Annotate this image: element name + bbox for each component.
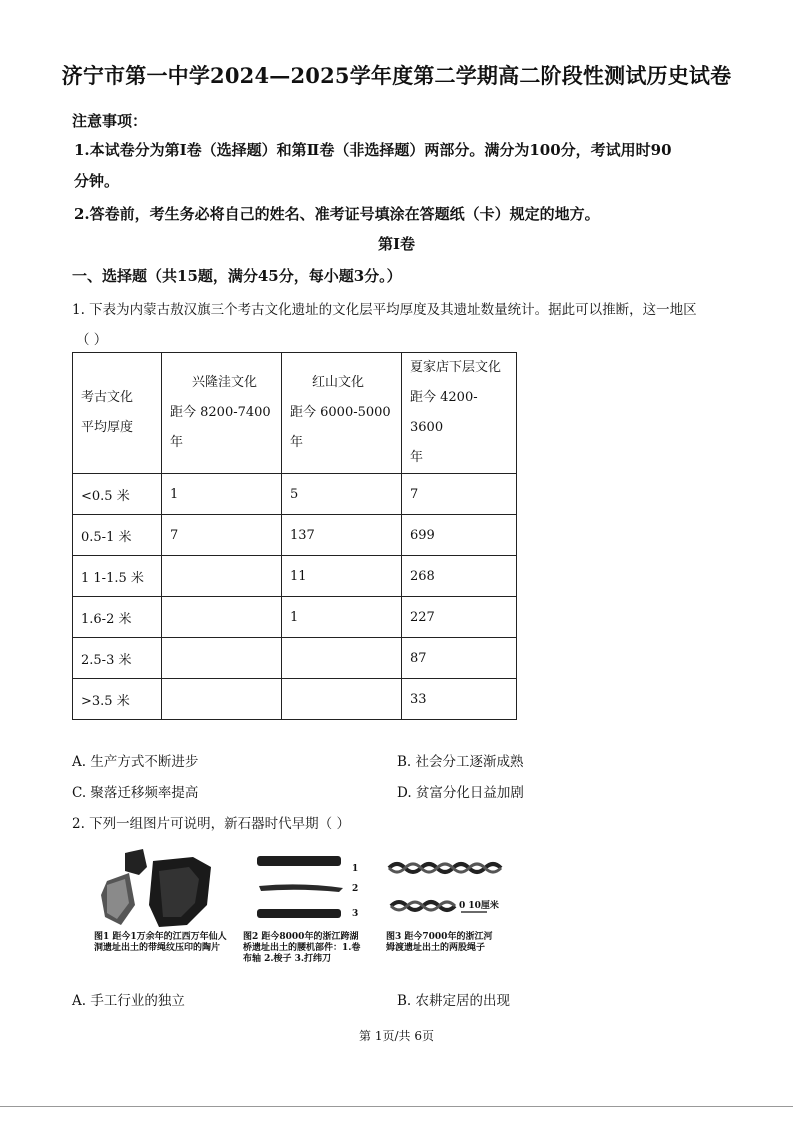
q1-option-b[interactable]: B. 社会分工逐渐成熟 [397,754,524,770]
figure-2-loom-parts [255,852,345,922]
figure-2-label-3: 3 [352,909,359,919]
loom-beater [257,909,341,918]
q1-option-d[interactable]: D. 贫富分化日益加剧 [397,785,524,801]
page-footer: 第 1页/共 6页 [359,1029,434,1043]
figure-2-label-2: 2 [352,884,359,894]
pottery-shard-small [125,849,147,875]
loom-cloth-beam [257,856,341,866]
page-bottom-divider [0,1106,793,1107]
exam-title: 济宁市第一中学2024—2025学年度第二学期高二阶段性测试历史试卷 [61,63,732,88]
table-column-xiajiadian: 夏家店下层文化 距今 4200-3600 年 [402,353,517,474]
q1-option-a[interactable]: A. 生产方式不断进步 [72,754,199,770]
figure-2-label-1: 1 [352,864,359,874]
table-column-hongshan: 红山文化 距今 6000-5000 年 [282,353,402,474]
part-title: 第Ⅰ卷 [377,235,416,253]
figure-3-caption: 图3 距今7000年的浙江河姆渡遗址出土的两股绳子 [386,932,493,953]
q2-option-b[interactable]: B. 农耕定居的出现 [397,993,511,1009]
q1-data-table [72,352,517,720]
notice-heading: 注意事项： [72,112,148,130]
table-corner-cell: 考古文化 平均厚度 [73,353,162,474]
notice-item-1-line-1: 1.本试卷分为第Ⅰ卷（选择题）和第Ⅱ卷（非选择题）两部分。满分为100分，考试用时90 [74,141,672,159]
table-row: >3.5 米 33 [73,679,517,720]
section-title: 一、选择题（共15题，满分45分，每小题3分。） [72,267,402,285]
table-row: 1 1-1.5 米 11 268 [73,556,517,597]
figure-3-scale-label: 0 10厘米 [459,901,499,911]
q2-option-a[interactable]: A. 手工行业的独立 [72,993,185,1009]
table-header-row [73,353,517,474]
figure-1-pottery-shards [95,845,225,930]
notice-item-1-line-2: 分钟。 [74,172,120,190]
figure-1-caption: 图1 距今1万余年的江西万年仙人洞遗址出土的带绳纹压印的陶片 [94,932,227,953]
table-column-xinglongwa: 兴隆洼文化 距今 8200-7400 年 [162,353,282,474]
table-row: 2.5-3 米 87 [73,638,517,679]
q1-option-c[interactable]: C. 聚落迁移频率提高 [72,785,199,801]
q2-stem: 2. 下列一组图片可说明，新石器时代早期（ ） [72,816,350,832]
notice-item-2: 2.答卷前，考生务必将自己的姓名、准考证号填涂在答题纸（卡）规定的地方。 [74,205,600,223]
q1-stem-line-2: （ ） [76,332,108,348]
loom-shuttle [259,884,343,892]
figure-2-caption: 图2 距今8000年的浙江跨湖桥遗址出土的腰机部件：1.卷布轴 2.梭子 3.打纬刀 [243,932,361,964]
table-row: <0.5 米 1 5 7 [73,474,517,515]
table-row: 0.5-1 米 7 137 699 [73,515,517,556]
q1-stem-line-1: 1. 下表为内蒙古敖汉旗三个考古文化遗址的文化层平均厚度及其遗址数量统计。据此可以推断，这一地区 [72,302,697,318]
table-row: 1.6-2 米 1 227 [73,597,517,638]
